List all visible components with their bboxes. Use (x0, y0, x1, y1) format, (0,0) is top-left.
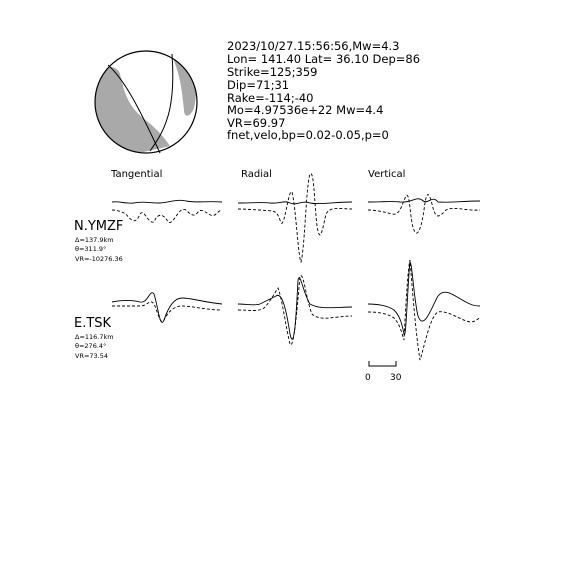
column-title-tangential: Tangential (111, 169, 163, 180)
waveform-observed (112, 200, 222, 203)
waveform-observed (112, 293, 222, 323)
scale-label-end: 30 (390, 373, 402, 383)
event-header-rake: Rake=-114;-40 (227, 91, 314, 105)
waveform-synthetic (368, 260, 480, 360)
event-header-location: Lon= 141.40 Lat= 36.10 Dep=86 (227, 52, 421, 66)
waveform-synthetic (112, 209, 222, 222)
station-name: E.TSK (74, 316, 112, 331)
waveform-synthetic (238, 174, 352, 262)
waveform-synthetic (238, 276, 352, 345)
station-distance: Δ=116.7km (75, 333, 114, 341)
waveform-observed (238, 202, 352, 204)
station-distance: Δ=137.9km (75, 236, 114, 244)
waveform-observed (368, 262, 480, 335)
column-title-vertical: Vertical (368, 169, 406, 180)
event-header-moment: Mo=4.97536e+22 Mw=4.4 (227, 103, 384, 117)
station-azimuth: θ=311.9° (75, 245, 107, 253)
station-vr: VR=73.54 (75, 352, 109, 360)
station-azimuth: θ=276.4° (75, 342, 107, 350)
event-header-strike: Strike=125;359 (227, 65, 318, 79)
waveform-observed (368, 199, 480, 203)
station-vr: VR=-10276.36 (75, 255, 123, 263)
scale-label-start: 0 (365, 373, 371, 383)
event-header-dip: Dip=71;31 (227, 78, 290, 92)
event-header-params: fnet,velo,bp=0.02-0.05,p=0 (227, 128, 389, 142)
station-name: N.YMZF (74, 219, 124, 234)
waveform-synthetic (368, 195, 480, 234)
column-title-radial: Radial (241, 169, 272, 180)
event-header-datetime: 2023/10/27.15:56:56,Mw=4.3 (227, 39, 400, 53)
event-header-vr: VR=69.97 (227, 116, 286, 130)
time-scale-bar (369, 361, 396, 366)
